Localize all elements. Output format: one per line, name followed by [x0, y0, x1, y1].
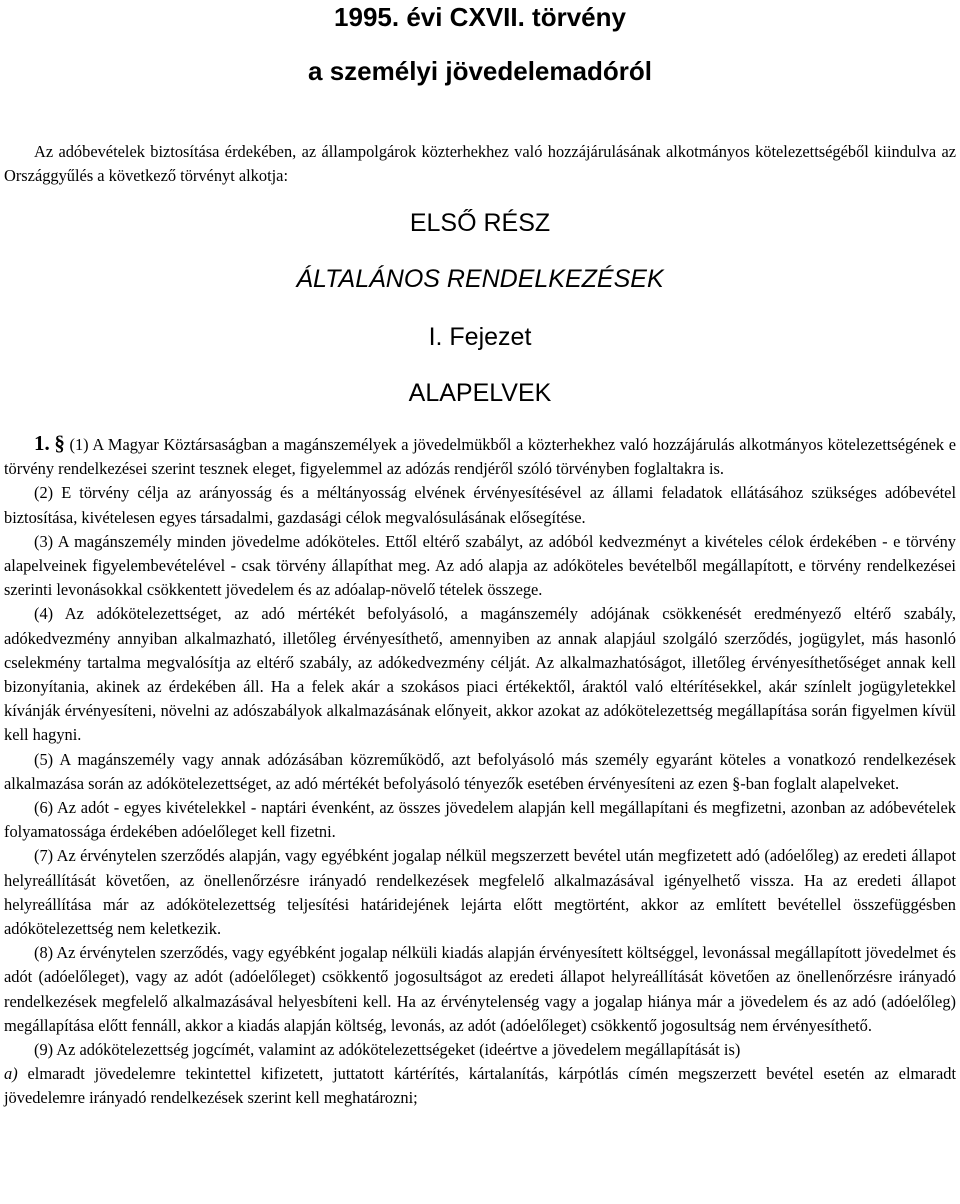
chapter-heading: I. Fejezet	[428, 323, 532, 351]
paragraph-9: (9) Az adókötelezettség jogcímét, valamint az adókötelezettségeket (ideértve a jövedelem megállapítását is)	[34, 1040, 741, 1060]
part-heading: ELSŐ RÉSZ	[409, 209, 551, 237]
paragraph-1-text: (1) A Magyar Köztársaságban a magánszemélyek a jövedelmükből a közterhekhez való hozzájárulás alkotmányos kötelezettségének e törvény rendelkezései szerint tesznek eleget, figyelemmel az adózás rendjéről szóló törvényben foglaltakra is.	[4, 435, 956, 479]
paragraph-6: (6) Az adót - egyes kivételekkel - naptári évenként, az összes jövedelem alapján kell megállapítani és megfizetni, azonban az adóbevételek folyamatossága érdekében adóelőleget kell fizetni.	[4, 798, 956, 842]
paragraph-9a-letter: a)	[4, 1064, 18, 1084]
paragraph-5: (5) A magánszemély vagy annak adózásában közreműködő, azt befolyásoló más személy egyaránt köteles a vonatkozó rendelkezések alkalmazása során az adókötelezettséget, az adó mértékét befolyásoló tényezők esetében érvényesíteni az ezen §-ban foglalt alapelveket.	[4, 749, 956, 793]
paragraph-4: (4) Az adókötelezettséget, az adó mértékét befolyásoló, a magánszemély adójának csökkenését eredményező eltérő szabály, adókedvezmény annyiban alkalmazható, illetőleg érvényesíthető, amennyiben az annak alapjául szolgáló szerződés, jogügylet, más hasonló cselekmény tartalma megvalósítja az eltérő szabály, az adókedvezmény célját. Az alkalmazhatóságot, illetőleg érvényesíthetőséget annak kell bizonyítania, akinek az érdekében áll. Ha a felek akár a szokásos piaci értékektől, áraktól való eltérítésekkel, akár színlelt jogügyletekkel kívánják érvényesíteni, növelni az adószabályok alkalmazásának előnyeit, akkor azokat az adókötelezettség megállapítása során figyelmen kívül kell hagyni.	[4, 604, 956, 745]
paragraph-2: (2) E törvény célja az arányosság és a méltányosság elvének érvényesítésével az állami feladatok ellátásához szükséges adóbevétel biztosítása, kivételesen egyes társadalmi, gazdasági célok megvalósulásának elősegítése.	[4, 483, 956, 527]
paragraph-1	[4, 431, 956, 481]
paragraph-9a	[4, 1062, 956, 1110]
law-title: 1995. évi CXVII. törvény	[334, 2, 626, 32]
paragraph-7: (7) Az érvénytelen szerződés alapján, vagy egyébként jogalap nélkül megszerzett bevétel után megfizetett adó (adóelőleg) az eredeti állapot helyreállítását követően, az önellenőrzésre irányadó rendelkezések megfelelő alkalmazásával igényelhető vissza. Ha az eredeti állapot helyreállítása már az adókötelezettség teljesítési határidejének lejárta előtt megtörtént, akkor az említett bevétellel összefüggésben adókötelezettség nem keletkezik.	[4, 846, 956, 939]
preamble: Az adóbevételek biztosítása érdekében, az állampolgárok közterhekhez való hozzájárulásának alkotmányos kötelezettségéből kiindulva az Országgyűlés a következő törvényt alkotja:	[4, 142, 956, 186]
section-body	[4, 431, 956, 1111]
section-sign: §	[54, 431, 65, 455]
paragraph-3: (3) A magánszemély minden jövedelme adóköteles. Ettől eltérő szabályt, az adóból kedvezményt a kivételes célok érdekében - e törvény alapelveinek figyelembevételével - csak törvény állapíthat meg. Az adó alapja az adóköteles bevételből megállapított, e törvény rendelkezései szerinti levonásokkal csökkentett jövedelem és az adóalap-növelő tételek összege.	[4, 531, 956, 600]
paragraph-9a-text: elmaradt jövedelemre tekintettel kifizetett, juttatott kártérítés, kártalanítás, kárpótlás címén megszerzett bevétel esetén az elmaradt jövedelemre irányadó rendelkezések szerint kell meghatározni;	[4, 1064, 956, 1108]
law-subtitle: a személyi jövedelemadóról	[308, 56, 652, 86]
general-provisions-heading: ÁLTALÁNOS RENDELKEZÉSEK	[296, 265, 664, 293]
principles-heading: ALAPELVEK	[408, 379, 552, 407]
paragraph-8: (8) Az érvénytelen szerződés, vagy egyébként jogalap nélküli kiadás alapján érvényesített költséggel, levonással megállapított jövedelmet és adót (adóelőleget), vagy az adót (adóelőleget) csökkentő jogosultságot az eredeti állapot helyreállítását követően az önellenőrzésre irányadó rendelkezések megfelelő alkalmazásával helyesbíteni kell. Ha az érvénytelenség vagy a jogalap hiánya már a jövedelem és az adó (adóelőleg) megállapítása előtt fennáll, akkor a kiadás alapján költség, levonás, az adót (adóelőleget) csökkentő jogosultság nem érvényesíthető.	[4, 943, 956, 1035]
section-number: 1.	[34, 431, 50, 455]
